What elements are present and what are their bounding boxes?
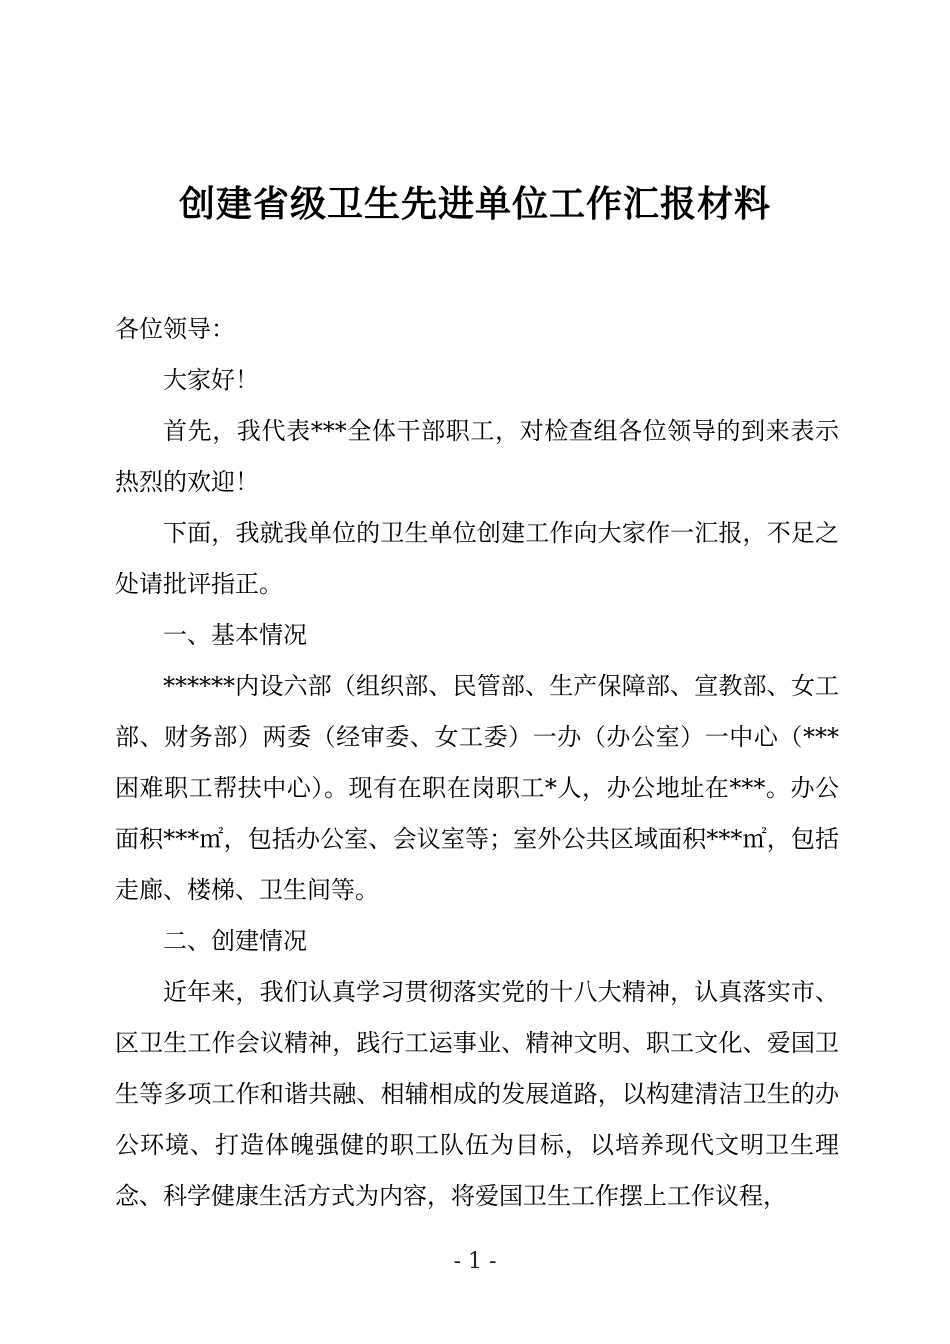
salutation: 各位领导：	[115, 315, 235, 343]
creation-situation-paragraph: 近年来，我们认真学习贯彻落实党的十八大精神，认真落实市、区卫生工作会议精神，践行工运事业、精神文明、职工文化、爱国卫生等多项工作和谐共融、相辅相成的发展道路，以构建清洁卫生的办公环境、打造体魄强健的职工队伍为目标，以培养现代文明卫生理念、科学健康生活方式为内容，将爱国卫生工作摆上工作议程，	[115, 978, 839, 1210]
document-body	[115, 304, 839, 1222]
section-heading-basic: 一、基本情况	[163, 621, 307, 649]
document-title: 创建省级卫生先进单位工作汇报材料	[178, 183, 771, 225]
page-number: - 1 -	[453, 1249, 497, 1274]
intro-paragraph: 下面，我就我单位的卫生单位创建工作向大家作一汇报，不足之处请批评指正。	[115, 519, 839, 598]
greeting: 大家好！	[163, 366, 259, 394]
basic-situation-paragraph: ******内设六部（组织部、民管部、生产保障部、宣教部、女工部、财务部）两委（经审委、女工委）一办（办公室）一中心（***困难职工帮扶中心）。现有在职在岗职工*人，办公地址在***。办公面积***㎡，包括办公室、会议室等；室外公共区域面积***㎡，包括走廊、楼梯、卫生间等。	[115, 672, 839, 904]
section-heading-creation: 二、创建情况	[163, 927, 307, 955]
welcome-paragraph: 首先，我代表***全体干部职工，对检查组各位领导的到来表示热烈的欢迎！	[115, 417, 839, 496]
